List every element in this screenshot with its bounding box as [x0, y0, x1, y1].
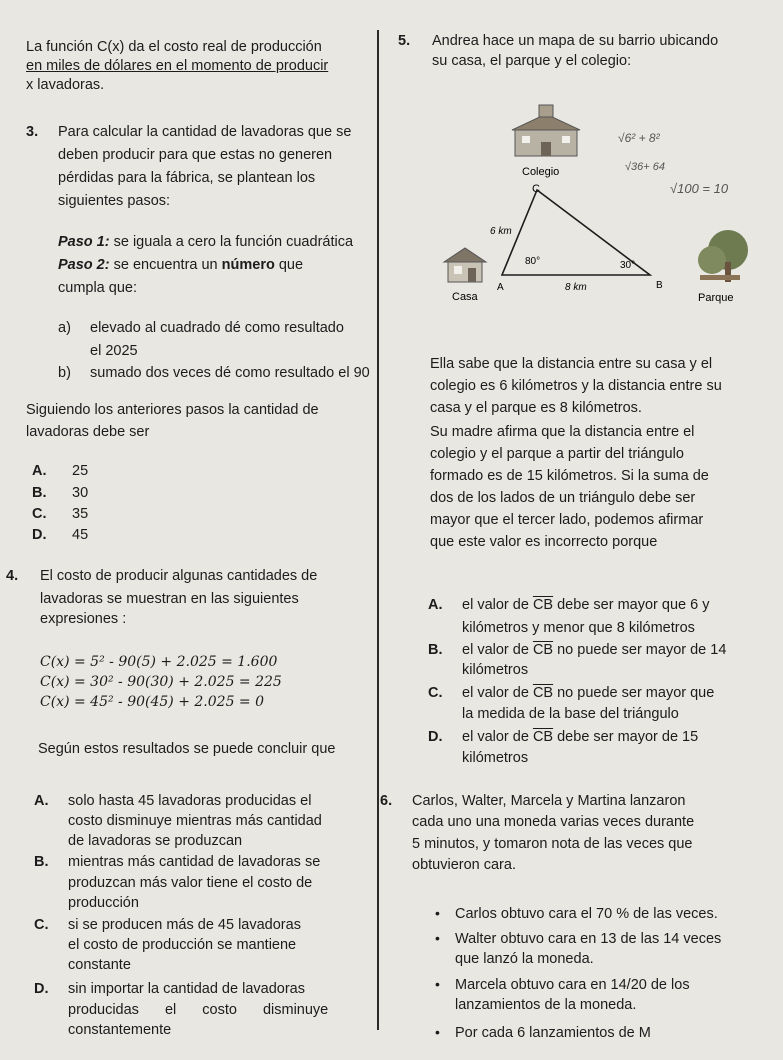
option-line [462, 684, 714, 703]
q3-line-1: Para calcular la cantidad de lavadoras que se [58, 124, 352, 140]
option-line: sin importar la cantidad de lavadoras [68, 981, 305, 997]
question-4-number: 4. [6, 568, 19, 584]
q6-line-4: obtuvieron cara. [412, 857, 516, 873]
q3-step-2 [58, 256, 303, 275]
option-line: produzcan más valor tiene el costo de [68, 875, 313, 891]
q6-line-2: cada uno una moneda varias veces durante [412, 814, 695, 830]
q4-line-3: expresiones : [40, 611, 127, 627]
option-line: si se producen más de 45 lavadoras [68, 917, 301, 933]
option-letter: C. [32, 506, 47, 522]
option-letter: A. [34, 793, 49, 809]
step-1-label: Paso 1: [58, 234, 110, 250]
option-line: costo disminuye mientras más cantidad [68, 813, 322, 829]
label-parque: Parque [698, 292, 734, 304]
park-icon [698, 230, 748, 282]
option-letter: C. [428, 685, 443, 701]
q3-option-c[interactable] [32, 505, 88, 524]
option-line: producidas el costo disminuye [68, 1002, 329, 1018]
q5-line-2: su casa, el parque y el colegio: [432, 53, 632, 69]
house-icon [444, 248, 486, 282]
option-post: debe ser mayor de 15 [553, 729, 699, 745]
q3-conclusion-2: lavadoras debe ser [26, 424, 150, 440]
para2-line: dos de los lados de un triángulo debe ser [430, 490, 696, 506]
q3-option-a[interactable] [32, 462, 88, 481]
q5-line-1: Andrea hace un mapa de su barrio ubicando [432, 33, 719, 49]
option-post: debe ser mayor que 6 y [553, 597, 710, 613]
option-text: 45 [72, 527, 89, 543]
option-line: producción [68, 895, 139, 911]
q3-step-2-line-2: cumpla que: [58, 280, 137, 296]
label-casa: Casa [452, 291, 478, 303]
step-1-text: se iguala a cero la función cuadrática [109, 234, 354, 250]
map-figure [400, 100, 772, 325]
label-angle-b: 30° [620, 260, 636, 271]
handwritten-note-2: √36+ 64 [625, 161, 665, 173]
para2-line: colegio y el parque a partir del triángulo [430, 446, 684, 462]
intro-line-3: x lavadoras. [26, 77, 105, 93]
sub-a-text-2: el 2025 [90, 343, 138, 359]
step-2-text: se encuentra un [109, 257, 222, 273]
option-letter: C. [34, 917, 49, 933]
q3-step-1 [58, 233, 353, 252]
option-line [462, 728, 698, 747]
step-2-tail: que [274, 257, 304, 273]
q4-prompt: Según estos resultados se puede concluir que [38, 741, 336, 757]
formula-2: C(x) = 30² - 90(30) + 2.025 = 225 [40, 674, 282, 690]
label-a: A [497, 282, 504, 293]
option-line: constantemente [68, 1022, 172, 1038]
option-line-2: kilómetros [462, 662, 529, 678]
option-pre: el valor de [462, 642, 533, 658]
segment-cb: $\overline{CB}$ [532, 729, 554, 745]
option-line: de lavadoras se produzcan [68, 833, 243, 849]
q3-conclusion-1: Siguiendo los anteriores pasos la cantidad de [26, 402, 319, 418]
q3-option-d[interactable] [32, 526, 88, 545]
school-icon [512, 105, 580, 156]
option-post: no puede ser mayor de 14 [553, 642, 727, 658]
handwritten-note-3: √100 = 10 [670, 181, 729, 196]
option-line-2: kilómetros [462, 750, 529, 766]
q4-line-1: El costo de producir algunas cantidades de [40, 568, 318, 584]
question-5-number: 5. [398, 33, 411, 49]
para2-line: formado es de 15 kilómetros. Si la suma de [430, 468, 709, 484]
option-line: el costo de producción se mantiene [68, 937, 297, 953]
option-text: 30 [72, 485, 89, 501]
para2-line: mayor que el tercer lado, podemos afirmar [430, 512, 704, 528]
handwritten-note-1: √6² + 8² [618, 131, 660, 145]
option-letter: D. [32, 527, 47, 543]
q3-line-4: siguientes pasos: [58, 193, 171, 209]
option-letter: B. [34, 854, 49, 870]
q5-para1-line-1: Ella sabe que la distancia entre su casa y el [430, 356, 713, 372]
formula-1: C(x) = 5² - 90(5) + 2.025 = 1.600 [40, 654, 278, 670]
option-letter: D. [428, 729, 443, 745]
segment-cb: $\overline{CB}$ [532, 642, 554, 658]
option-letter: A. [428, 597, 443, 613]
sub-b-text: sumado dos veces dé como resultado el 90 [90, 365, 370, 381]
intro-line-1: La función C(x) da el costo real de producción [26, 39, 322, 55]
step-2-bold-word: número [221, 257, 275, 273]
option-line: solo hasta 45 lavadoras producidas el [68, 793, 312, 809]
option-letter: A. [32, 463, 47, 479]
question-3-number: 3. [26, 124, 39, 140]
option-text: 35 [72, 506, 89, 522]
segment-cb: $\overline{CB}$ [532, 685, 554, 701]
q3-option-b[interactable] [32, 484, 88, 503]
option-line [462, 641, 726, 660]
sub-b-letter: b) [58, 365, 71, 381]
q3-line-3: pérdidas para la fábrica, se plantean los [58, 170, 316, 186]
bullet-text: • Walter obtuvo cara en 13 de las 14 veces [455, 930, 721, 949]
step-2-label: Paso 2: [58, 257, 110, 273]
option-letter: B. [428, 642, 443, 658]
bullet-text: lanzamientos de la moneda. [455, 997, 637, 1013]
bullet-text: • Marcela obtuvo cara en 14/20 de los [455, 976, 690, 995]
intro-line-2: en miles de dólares en el momento de producir [26, 58, 329, 74]
para2-line: Su madre afirma que la distancia entre el [430, 424, 695, 440]
segment-cb: $\overline{CB}$ [532, 597, 554, 613]
column-divider [377, 30, 379, 1030]
bullet-text: • Por cada 6 lanzamientos de M [455, 1024, 651, 1043]
option-letter: D. [34, 981, 49, 997]
para2-line: que este valor es incorrecto porque [430, 534, 658, 550]
option-pre: el valor de [462, 597, 533, 613]
label-side-ab: 8 km [565, 282, 587, 293]
formula-3: C(x) = 45² - 90(45) + 2.025 = 0 [40, 694, 265, 710]
q6-line-3: 5 minutos, y tomaron nota de las veces que [412, 836, 693, 852]
option-line: constante [68, 957, 131, 973]
option-pre: el valor de [462, 685, 533, 701]
bullet-text: que lanzó la moneda. [455, 951, 594, 967]
option-post: no puede ser mayor que [553, 685, 715, 701]
label-angle-a: 80° [525, 256, 541, 267]
sub-a-letter: a) [58, 320, 71, 336]
option-line [462, 596, 709, 615]
q3-line-2: deben producir para que estas no generen [58, 147, 333, 163]
option-text: 25 [72, 463, 89, 479]
q5-para1-line-2: colegio es 6 kilómetros y la distancia entre su [430, 378, 722, 394]
label-colegio: Colegio [522, 166, 560, 178]
sub-a-text: elevado al cuadrado dé como resultado [90, 320, 344, 336]
q4-line-2: lavadoras se muestran en las siguientes [40, 591, 299, 607]
label-b: B [656, 280, 663, 291]
label-side-ac: 6 km [490, 226, 512, 237]
q5-para1-line-3: casa y el parque es 8 kilómetros. [430, 400, 642, 416]
question-6-number: 6. [380, 793, 393, 809]
option-line: mientras más cantidad de lavadoras se [68, 854, 321, 870]
option-pre: el valor de [462, 729, 533, 745]
label-c: C [532, 183, 540, 195]
q6-line-1: Carlos, Walter, Marcela y Martina lanzaron [412, 793, 686, 809]
option-letter: B. [32, 485, 47, 501]
option-line-2: kilómetros y menor que 8 kilómetros [462, 620, 695, 636]
bullet-text: • Carlos obtuvo cara el 70 % de las veces. [455, 905, 718, 924]
option-line-2: la medida de la base del triángulo [462, 706, 679, 722]
